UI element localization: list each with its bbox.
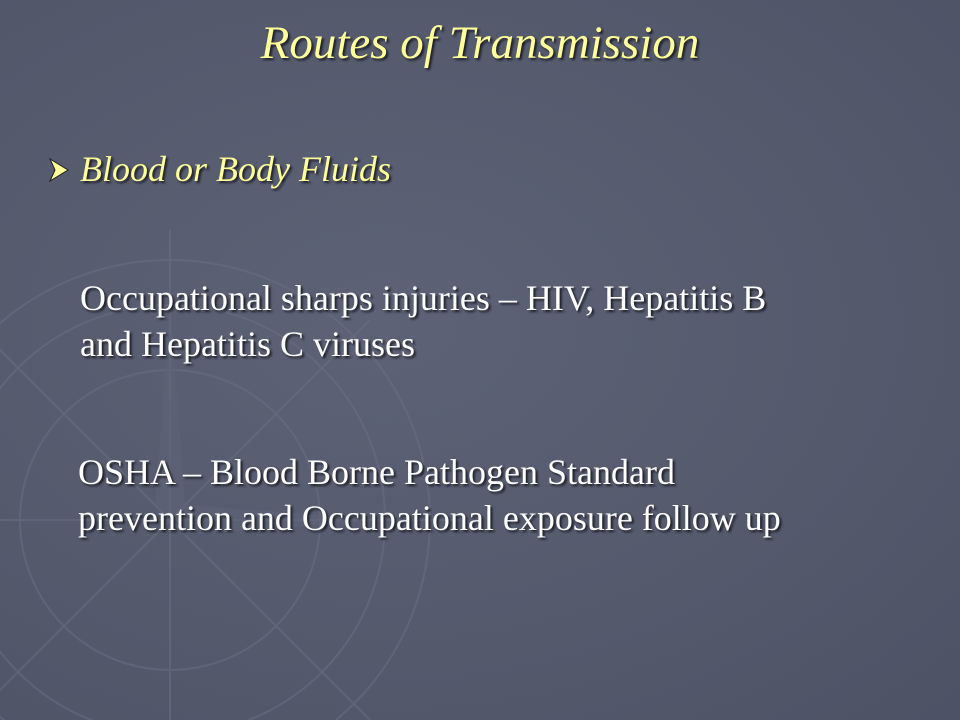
paragraph-line: OSHA – Blood Borne Pathogen Standard (78, 452, 675, 492)
bullet-item (48, 150, 391, 190)
paragraph-osha-standard (0, 449, 960, 541)
paragraph-sharps-injuries (0, 275, 960, 367)
paragraph-line: prevention and Occupational exposure follow up (78, 498, 781, 538)
slide-title: Routes of Transmission (260, 17, 700, 69)
bullet-text: Blood or Body Fluids (80, 149, 391, 189)
arrow-bullet-icon (48, 157, 70, 183)
paragraph-line: Occupational sharps injuries – HIV, Hepatitis B (80, 278, 767, 318)
paragraph-line: and Hepatitis C viruses (80, 324, 415, 364)
